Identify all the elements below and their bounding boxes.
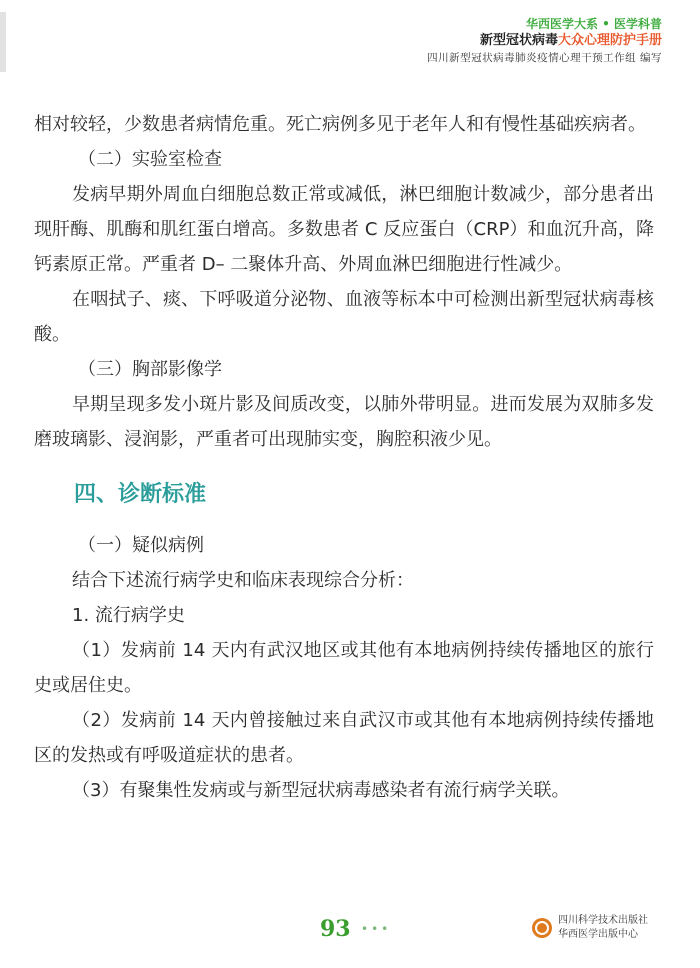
publisher-block: [532, 914, 648, 942]
lab-test-paragraph: 发病早期外周血白细胞总数正常或减低，淋巴细胞计数减少，部分患者出现肝酶、肌酶和肌红蛋白增高。多数患者 C 反应蛋白（CRP）和血沉升高，降钙素原正常。严重者 D– 二聚体升高、外周血淋巴细胞进行性减少。: [34, 184, 654, 275]
publisher-line-1: 四川科学技术出版社: [558, 915, 648, 926]
publisher-names: [558, 914, 648, 942]
criterion-item-1: （1）发病前 14 天内有武汉地区或其他有本地病例持续传播地区的旅行史或居住史。: [34, 640, 654, 696]
page-body: [34, 107, 654, 808]
intro-line: 结合下述流行病学史和临床表现综合分析：: [72, 570, 414, 591]
publisher-logo-icon: [532, 918, 552, 938]
editor-credit: 四川新型冠状病毒肺炎疫情心理干预工作组 编写: [427, 52, 662, 64]
series-name: 华西医学大系 • 医学科普: [525, 17, 662, 31]
page-dots: •••: [361, 922, 392, 936]
edge-band: [0, 12, 6, 72]
criterion-item-2: （2）发病前 14 天内曾接触过来自武汉市或其他有本地病例持续传播地区的发热或有呼吸道症状的患者。: [34, 710, 654, 766]
running-header: [427, 16, 662, 66]
epidemiology-heading: 1. 流行病学史: [72, 605, 185, 626]
book-title-accent: 大众心理防护手册: [557, 33, 662, 48]
logo-ring: [535, 921, 549, 935]
page-edge: [0, 0, 24, 968]
imaging-heading: （三）胸部影像学: [78, 359, 222, 380]
nucleic-acid-paragraph: 在咽拭子、痰、下呼吸道分泌物、血液等标本中可检测出新型冠状病毒核酸。: [34, 289, 654, 345]
page-number: 93: [320, 916, 351, 942]
lab-test-heading: （二）实验室检查: [78, 149, 222, 170]
book-title: [427, 32, 662, 50]
paragraph-continued: 相对较轻，少数患者病情危重。死亡病例多见于老年人和有慢性基础疾病者。: [34, 114, 646, 135]
book-title-main: 新型冠状病毒: [479, 33, 558, 48]
imaging-paragraph: 早期呈现多发小斑片影及间质改变，以肺外带明显。进而发展为双肺多发磨玻璃影、浸润影，严重者可出现肺实变，胸腔积液少见。: [34, 394, 654, 450]
section-title: 四、诊断标准: [74, 482, 207, 507]
publisher-line-2: 华西医学出版中心: [558, 929, 638, 940]
criterion-item-3: （3）有聚集性发病或与新型冠状病毒感染者有流行病学关联。: [72, 780, 570, 801]
suspected-case-heading: （一）疑似病例: [78, 535, 204, 556]
